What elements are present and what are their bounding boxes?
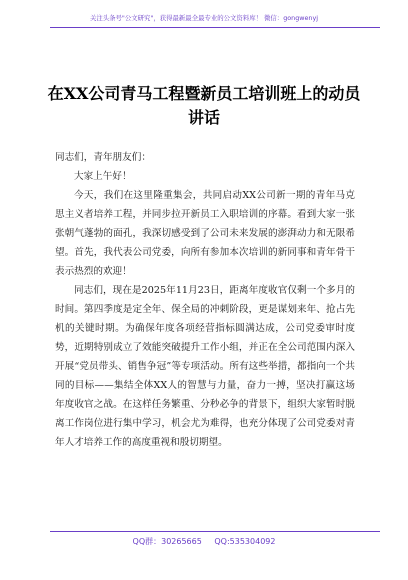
footer-qq-group: QQ群：30265665 [132, 537, 202, 546]
paragraph: 同志们，现在是2025年11月23日，距离年度收官仅剩一个多月的时间。第四季度是定全年、保全局的冲刺阶段，更是谋划来年、抢占先机的关键时期。为确保年度各项经营指标圆满达成，公司党委审时度势，近期特别成立了效能突破提升工作小组，并正在全公司范围内深入开展“党员带头、销售争冠”等专项活动。所有这些举措，都指向一个共同的目标——集结全体XX人的智慧与力量，奋力一搏，坚决打赢这场年度收官之战。在这样任务繁重、分秒必争的背景下，组织大家暂时脱离工作岗位进行集中学习，机会尤为难得，也充分体现了公司党委对青年人才培养工作的高度重视和殷切期望。 [55, 285, 355, 448]
header-divider [50, 27, 380, 28]
greeting-line: 大家上午好！ [74, 171, 132, 182]
footer-divider [50, 531, 380, 532]
salutation: 同志们，青年朋友们： [55, 152, 151, 163]
footer-contact [0, 536, 408, 547]
header-banner: 关注头条号"公文研究"，获得最新最全最专业的公文资料库！ 微信：gongwenyj [89, 14, 319, 22]
document-title: 在XX公司青马工程暨新员工培训班上的动员讲话 [47, 84, 361, 127]
paragraph: 今天，我们在这里隆重集会，共同启动XX公司新一期的青年马克思主义者培养工程，并同步拉开新员工入职培训的序幕。看到大家一张张朝气蓬勃的面孔，我深切感受到了公司未来发展的澎湃动力和无限希望。首先，我代表公司党委，向所有参加本次培训的新同事和青年骨干表示热烈的欢迎！ [55, 190, 355, 277]
footer-qq: QQ:535304092 [214, 537, 276, 546]
document-body [55, 148, 355, 452]
